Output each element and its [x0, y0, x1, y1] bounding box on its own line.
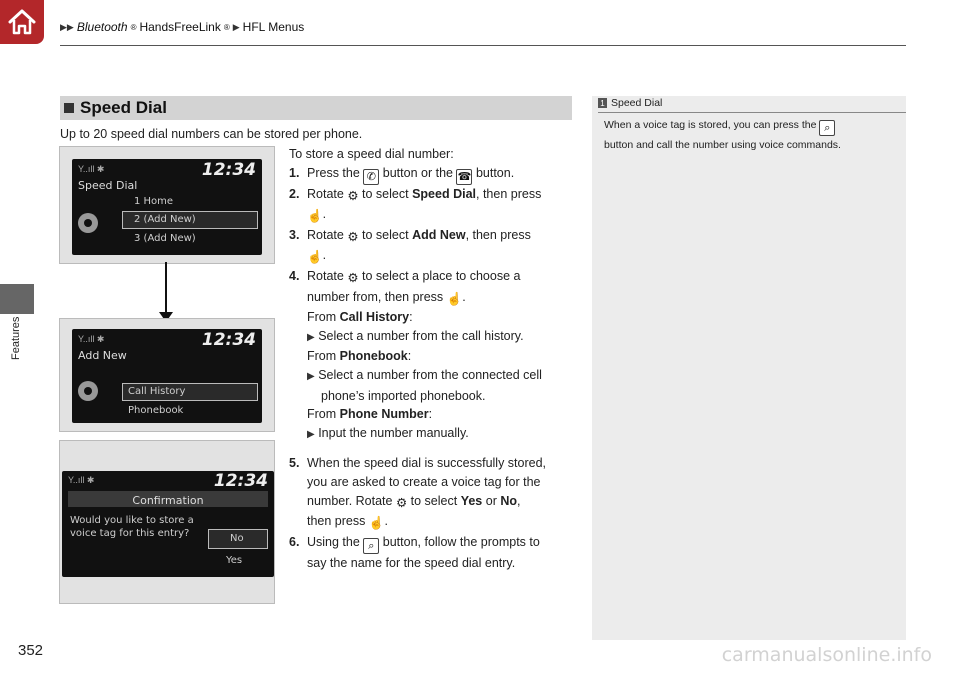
breadcrumb-hfl-menus[interactable]: HFL Menus — [242, 20, 305, 34]
section-title: Speed Dial — [80, 98, 167, 117]
menu-row[interactable]: 3 (Add New) — [134, 233, 196, 244]
page-number: 352 — [18, 642, 44, 659]
settings-gear-icon — [74, 371, 102, 411]
dialog-header — [68, 491, 268, 507]
press-knob-icon: ☝ — [307, 250, 323, 265]
dialog-option-yes[interactable]: Yes — [226, 555, 243, 566]
screen-title: Add New — [78, 349, 127, 362]
dialog-title: Confirmation — [132, 494, 204, 507]
from-phonebook: From Phonebook: — [307, 349, 412, 364]
intro-text: Up to 20 speed dial numbers can be stored per phone. — [60, 127, 363, 141]
press-knob-icon: ☝ — [446, 291, 463, 306]
chapter-tab[interactable] — [0, 284, 34, 314]
step-2-cont: ☝. — [289, 205, 581, 226]
breadcrumb: ▶▶ Bluetooth ® HandsFreeLink ® ▶ HFL Menus — [60, 20, 305, 34]
section-square-icon — [64, 103, 74, 113]
side-note — [592, 96, 906, 640]
signal-icon: Y..ıll ✱ — [78, 334, 105, 344]
selector-knob-icon: ⚙ — [347, 188, 359, 203]
step-3-cont: ☝. — [289, 246, 581, 267]
from-phone-number: From Phone Number: — [307, 407, 433, 422]
talk-button-icon: ⌕ — [363, 538, 379, 554]
press-knob-icon: ☝ — [368, 516, 385, 531]
steps-lead: To store a speed dial number: — [289, 147, 454, 161]
selector-knob-icon: ⚙ — [347, 229, 359, 244]
step-3: 3. Rotate ⚙ to select Add New, then press — [289, 226, 581, 247]
pick-up-button-icon: ☎ — [457, 170, 472, 183]
note-marker-icon: 1 — [598, 98, 607, 108]
menu-row[interactable]: 2 (Add New) — [134, 214, 196, 225]
menu-row[interactable]: Phonebook — [128, 405, 184, 416]
selector-knob-icon: ⚙ — [347, 270, 359, 285]
step-5-cont: you are asked to create a voice tag for the — [307, 474, 541, 489]
watermark: carmanualsonline.info — [721, 644, 932, 666]
home-icon — [7, 8, 37, 36]
step-4: 4. Rotate ⚙ to select a place to choose a — [289, 267, 581, 288]
note-title: Speed Dial — [611, 97, 663, 109]
step-2: 2. Rotate ⚙ to select Speed Dial, then press — [289, 185, 581, 206]
screen-speed-dial — [59, 146, 275, 264]
settings-gear-icon — [74, 203, 102, 243]
header-divider — [60, 45, 906, 46]
screen-confirmation — [59, 440, 275, 604]
step-5-cont3: then press ☝. — [289, 512, 581, 533]
signal-icon: Y..ıll ✱ — [78, 164, 105, 174]
menu-row[interactable]: 1 Home — [134, 196, 174, 207]
screen-add-new — [59, 318, 275, 432]
sub-arrow-icon: ▶ — [307, 331, 315, 343]
step-4-cont: number from, then press ☝. — [289, 288, 581, 309]
step-5: 5. When the speed dial is successfully stored, — [289, 456, 547, 471]
breadcrumb-arrow-icon: ▶ — [232, 21, 240, 32]
phone-button-icon: ✆ — [363, 169, 379, 185]
section-heading — [60, 96, 572, 120]
press-knob-icon: ☝ — [307, 209, 323, 224]
breadcrumb-bluetooth[interactable]: Bluetooth — [76, 20, 128, 34]
screen-clock: 12:34 — [201, 330, 256, 350]
step-5-cont2: number. Rotate ⚙ to select Yes or No, — [289, 492, 581, 513]
from-call-history: From Call History: — [307, 310, 413, 325]
dialog-option-no[interactable]: No — [230, 533, 244, 544]
screen-clock: 12:34 — [201, 160, 256, 180]
breadcrumb-arrow-icon: ▶▶ — [60, 21, 74, 32]
note-heading — [598, 97, 662, 109]
step-6: 6. Using the ⌕ button, follow the prompts to — [289, 534, 540, 552]
home-button[interactable] — [0, 0, 44, 44]
sub-step: ▶ Select a number from the connected cell — [307, 367, 542, 382]
screen-title: Speed Dial — [78, 179, 138, 192]
sub-step: ▶ Select a number from the call history. — [307, 328, 524, 343]
breadcrumb-hfl[interactable]: HandsFreeLink — [139, 20, 221, 34]
sub-arrow-icon: ▶ — [307, 370, 315, 382]
step-1: 1. Press the ✆ button or the ☎ button. — [289, 165, 515, 183]
dialog-question: voice tag for this entry? — [70, 528, 190, 539]
sub-step-cont: phone’s imported phonebook. — [321, 388, 486, 403]
menu-row[interactable]: Call History — [128, 386, 186, 397]
steps-list — [289, 145, 581, 572]
dialog-question: Would you like to store a — [70, 515, 194, 526]
sub-step: ▶ Input the number manually. — [307, 425, 469, 440]
step-6-cont: say the name for the speed dial entry. — [307, 555, 516, 570]
note-divider — [598, 112, 906, 113]
selector-knob-icon: ⚙ — [395, 495, 408, 510]
talk-button-icon: ⌕ — [819, 120, 835, 136]
signal-icon: Y..ıll ✱ — [68, 475, 95, 485]
screen-clock: 12:34 — [213, 471, 268, 491]
sub-arrow-icon: ▶ — [307, 428, 315, 440]
chapter-label: Features — [10, 316, 22, 360]
note-body: When a voice tag is stored, you can press the ⌕ button and call the number using voice commands. — [604, 119, 841, 151]
